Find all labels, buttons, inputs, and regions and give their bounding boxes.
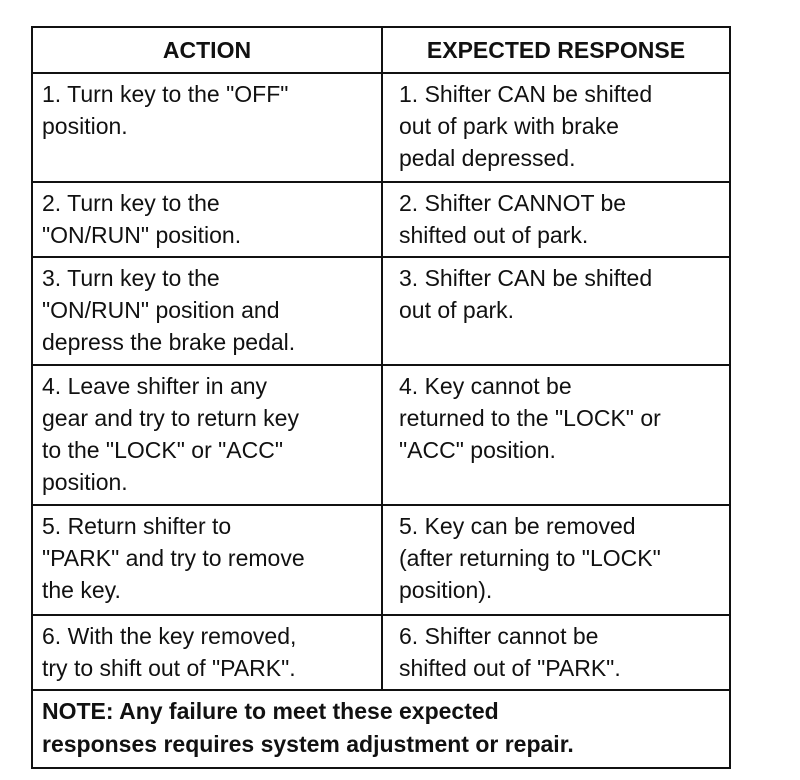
shifter-interlock-table xyxy=(31,26,731,769)
action-cell: 4. Leave shifter in any gear and try to return key to the "LOCK" or "ACC" position. xyxy=(33,366,383,504)
header-action: ACTION xyxy=(33,28,383,72)
table-row xyxy=(33,616,729,691)
table-header-row xyxy=(33,28,729,74)
response-cell: 6. Shifter cannot be shifted out of "PARK". xyxy=(399,623,621,681)
table-row xyxy=(33,506,729,616)
action-cell: 5. Return shifter to "PARK" and try to remove the key. xyxy=(33,506,383,614)
response-cell: 4. Key cannot be returned to the "LOCK" or "ACC" position. xyxy=(399,373,661,463)
action-cell: 1. Turn key to the "OFF" position. xyxy=(33,74,383,181)
header-expected-response: EXPECTED RESPONSE xyxy=(426,37,686,63)
response-cell: 5. Key can be removed (after returning to "LOCK" position). xyxy=(399,513,661,603)
note-row xyxy=(33,691,729,767)
action-cell: 2. Turn key to the "ON/RUN" position. xyxy=(33,183,383,256)
table-row xyxy=(33,183,729,258)
response-cell: 3. Shifter CAN be shifted out of park. xyxy=(399,265,653,323)
table-row xyxy=(33,74,729,183)
response-cell: 1. Shifter CAN be shifted out of park with brake pedal depressed. xyxy=(399,81,653,171)
table-row xyxy=(33,258,729,366)
table-row xyxy=(33,366,729,506)
response-cell: 2. Shifter CANNOT be shifted out of park. xyxy=(399,190,627,248)
action-cell: 3. Turn key to the "ON/RUN" position and depress the brake pedal. xyxy=(33,258,383,364)
note-text: NOTE: Any failure to meet these expected responses requires system adjustment or repair. xyxy=(42,698,574,757)
action-cell: 6. With the key removed, try to shift out of "PARK". xyxy=(33,616,383,689)
